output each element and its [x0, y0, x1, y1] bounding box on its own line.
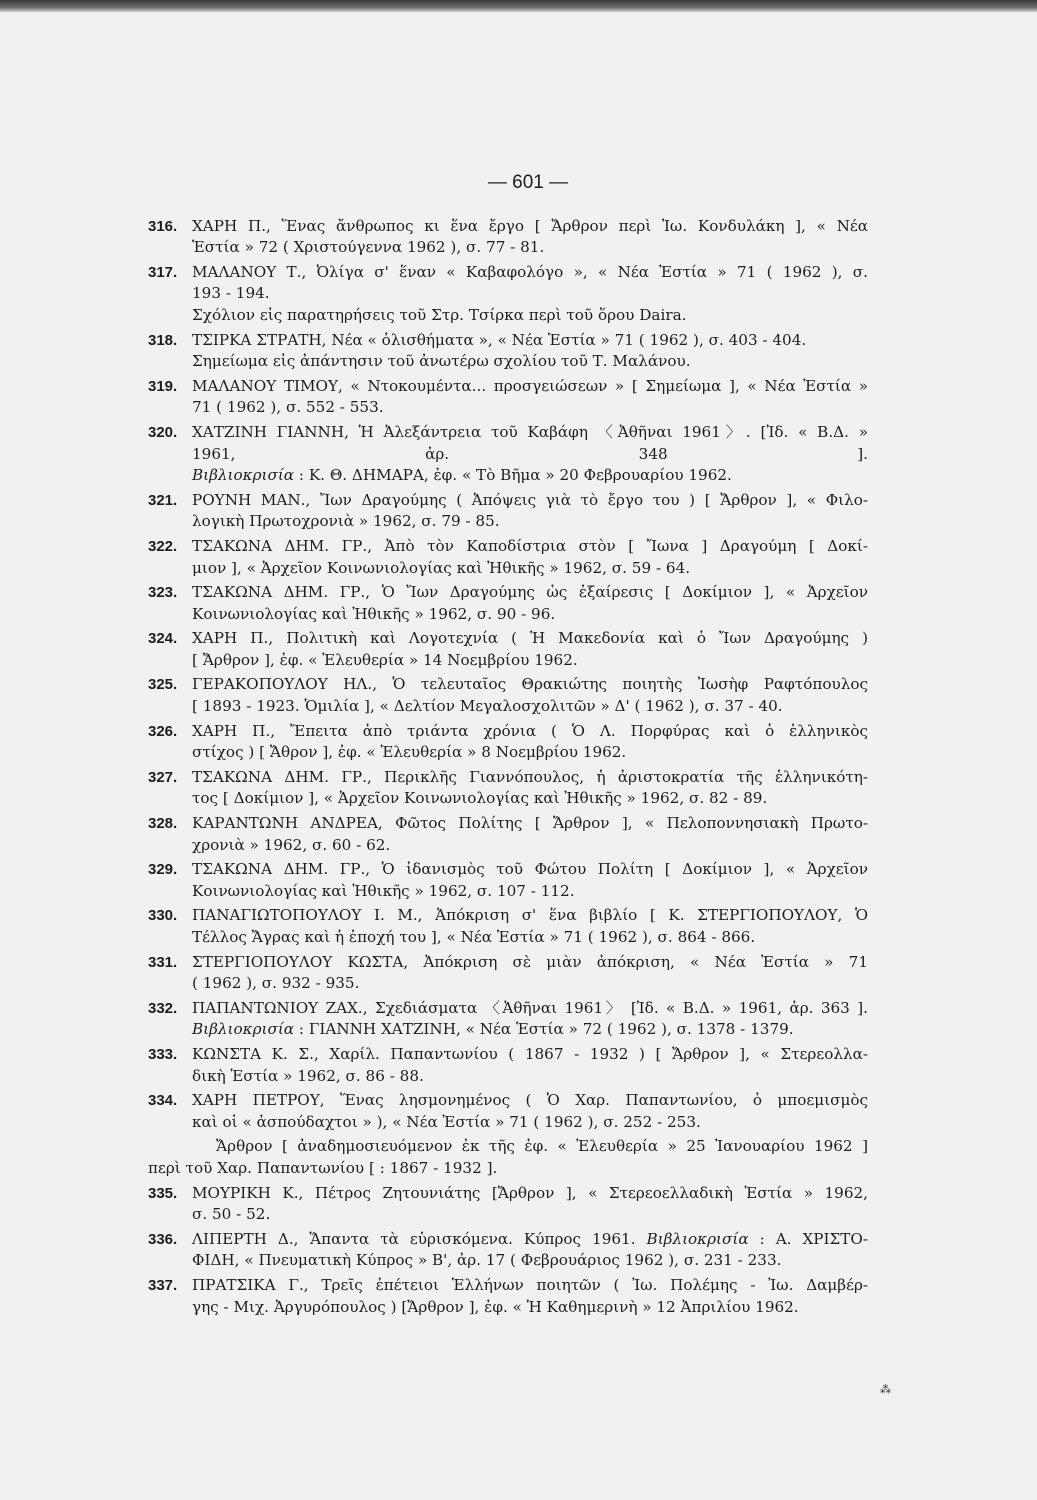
page-number: — 601 —	[487, 172, 569, 193]
entry-line: ΧΑΡΗ ΠΕΤΡΟΥ, Ἕνας λησμονημένος ( Ὁ Χαρ. Παπαντωνίου, ὁ μποεμισμὸς	[192, 1091, 868, 1110]
bibliography-entry	[148, 674, 868, 717]
entry-number: 331.	[148, 953, 178, 971]
entry-number: 323.	[148, 584, 178, 602]
entry-number: 318.	[148, 331, 178, 349]
continuation-line: Ἄρθρον [ ἀναδημοσιευόμενον ἐκ τῆς ἐφ. « Ἐλευθερία » 25 Ἰανουαρίου 1962 ]	[216, 1137, 868, 1156]
entry-number: 324.	[148, 630, 178, 648]
entry-line: ΡΟΥΝΗ ΜΑΝ., Ἴων Δραγούμης ( Ἀπόψεις γιὰ τὸ ἔργο του ) [ Ἄρθρον ], « Φιλο-	[192, 490, 868, 509]
entry-number: 327.	[148, 768, 178, 786]
entry-line: ΠΑΝΑΓΙΩΤΟΠΟΥΛΟΥ Ι. Μ., Ἀπόκριση σ' ἕνα βιβλίο [ Κ. ΣΤΕΡΓΙΟΠΟΥΛΟΥ, Ὁ	[192, 906, 868, 925]
entry-number: 335.	[148, 1184, 178, 1202]
entry-line: μιον ], « Ἀρχεῖον Κοινωνιολογίας καὶ Ἠθικῆς » 1962, σ. 59 - 64.	[192, 558, 691, 577]
entry-line: ΤΣΑΚΩΝΑ ΔΗΜ. ΓΡ., Ὁ ἰδανισμὸς τοῦ Φώτου Πολίτη [ Δοκίμιον ], « Ἀρχεῖον	[192, 860, 868, 879]
entry-number: 334.	[148, 1092, 178, 1110]
entry-line: ΤΣΑΚΩΝΑ ΔΗΜ. ΓΡ., Ἀπὸ τὸν Καποδίστρια στὸν [ Ἴωνα ] Δραγούμη [ Δοκί-	[192, 536, 868, 555]
entry-number: 333.	[148, 1045, 178, 1063]
entry-number: 321.	[148, 491, 178, 509]
entry-note: Σχόλιον εἰς παρατηρήσεις τοῦ Στρ. Τσίρκα περὶ τοῦ ὅρου Daira.	[192, 305, 687, 324]
entry-line: Ἑστία » 72 ( Χριστούγεννα 1962 ), σ. 77 - 81.	[192, 238, 545, 257]
entry-note: Σημείωμα εἰς ἀπάντησιν τοῦ ἀνωτέρω σχολίου τοῦ Τ. Μαλάνου.	[192, 352, 691, 371]
entry-line: Κοινωνιολογίας καὶ Ἠθικῆς » 1962, σ. 107 - 112.	[192, 881, 575, 900]
bibliography-entry	[148, 998, 868, 1041]
entry-line: ΤΣΑΚΩΝΑ ΔΗΜ. ΓΡ., Ὁ Ἴων Δραγούμης ὡς ἐξαίρεσις [ Δοκίμιον ], « Ἀρχεῖον	[192, 583, 868, 602]
entry-line: [ 1893 - 1923. Ὁμιλία ], « Δελτίον Μεγαλοσχολιτῶν » Δ' ( 1962 ), σ. 37 - 40.	[192, 697, 783, 716]
entry-line: γης - Μιχ. Ἀργυρόπουλος ) [Ἄρθρον ], ἐφ. « Ἡ Καθημερινὴ » 12 Ἀπριλίου 1962.	[192, 1297, 799, 1316]
entry-number: 325.	[148, 676, 178, 694]
bibliography-entry	[148, 859, 868, 902]
entry-line: ΤΣΙΡΚΑ ΣΤΡΑΤΗ, Νέα « ὀλισθήματα », « Νέα Ἑστία » 71 ( 1962 ), σ. 403 - 404.	[192, 330, 807, 349]
bibliography-entry	[148, 262, 868, 327]
entry-line: ΧΑΡΗ Π., Ἕνας ἄνθρωπος κι ἕνα ἔργο [ Ἄρθρον περὶ Ἰω. Κονδυλάκη ], « Νέα	[192, 216, 868, 235]
entry-number: 316.	[148, 217, 178, 235]
continuation-line: περὶ τοῦ Χαρ. Παπαντωνίου [ : 1867 - 1932 ].	[148, 1158, 498, 1177]
entry-number: 322.	[148, 537, 178, 555]
entry-line: ΤΣΑΚΩΝΑ ΔΗΜ. ΓΡ., Περικλῆς Γιαννόπουλος, ἡ ἀριστοκρατία τῆς ἑλληνικότη-	[192, 767, 868, 786]
entry-number: 320.	[148, 423, 178, 441]
entry-line: τος [ Δοκίμιον ], « Ἀρχεῖον Κοινωνιολογίας καὶ Ἠθικῆς » 1962, σ. 82 - 89.	[192, 789, 768, 808]
entry-line: καὶ οἱ « ἀσπούδαχτοι » ), « Νέα Ἑστία » 71 ( 1962 ), σ. 252 - 253.	[192, 1112, 701, 1131]
entry-line: χρονιὰ » 1962, σ. 60 - 62.	[192, 835, 391, 854]
entry-number: 337.	[148, 1276, 178, 1294]
bibliography-entry	[148, 952, 868, 995]
entry-line: ΠΑΠΑΝΤΩΝΙΟΥ ΖΑΧ., Σχεδιάσματα 〈Ἀθῆναι 1961〉 [Ἰδ. « Β.Δ. » 1961, ἀρ. 363 ].	[192, 998, 868, 1017]
bibliography-entry	[148, 376, 868, 419]
entry-line: ΓΕΡΑΚΟΠΟΥΛΟΥ ΗΛ., Ὁ τελευταῖος Θρακιώτης ποιητὴς Ἰωσὴφ Ραφτόπουλος	[192, 675, 868, 694]
bibliography-entry	[148, 905, 868, 948]
bibliography-entry	[148, 721, 868, 764]
entry-line: ( 1962 ), σ. 932 - 935.	[192, 974, 360, 993]
entry-line: ΦΙΔΗ, « Πνευματικὴ Κύπρος » Β', ἀρ. 17 ( Φεβρουάριος 1962 ), σ. 231 - 233.	[192, 1251, 782, 1270]
bibliography-entry	[148, 1229, 868, 1272]
bibliography-entry	[148, 216, 868, 259]
entry-list	[148, 216, 868, 1319]
entry-number: 330.	[148, 907, 178, 925]
bibliography-entry	[148, 1183, 868, 1226]
entry-number: 329.	[148, 861, 178, 879]
entry-number: 328.	[148, 815, 178, 833]
entry-line: [ Ἄρθρον ], ἐφ. « Ἐλευθερία » 14 Νοεμβρίου 1962.	[192, 650, 578, 669]
entry-line: ΜΑΛΑΝΟΥ ΤΙΜΟΥ, « Ντοκουμέντα... προσγειώσεων » [ Σημείωμα ], « Νέα Ἑστία »	[192, 376, 868, 395]
entry-line: ΣΤΕΡΓΙΟΠΟΥΛΟΥ ΚΩΣΤΑ, Ἀπόκριση σὲ μιὰν ἀπόκριση, « Νέα Ἑστία » 71	[192, 952, 868, 971]
bibliography-entry	[148, 582, 868, 625]
entry-line: ΧΑΡΗ Π., Πολιτικὴ καὶ Λογοτεχνία ( Ἡ Μακεδονία καὶ ὁ Ἴων Δραγούμης )	[192, 629, 868, 648]
entry-line: στίχος ) [ Ἄθρον ], ἐφ. « Ἐλευθερία » 8 Νοεμβρίου 1962.	[192, 743, 627, 762]
review-line: Βιβλιοκρισία : ΓΙΑΝΝΗ ΧΑΤΖΙΝΗ, « Νέα Ἑστία » 72 ( 1962 ), σ. 1378 - 1379.	[192, 1020, 794, 1039]
ink-mark: ⁂	[880, 1383, 891, 1396]
entry-line: ΜΑΛΑΝΟΥ Τ., Ὀλίγα σ' ἕναν « Καβαφολόγο », « Νέα Ἑστία » 71 ( 1962 ), σ.	[192, 262, 868, 281]
entry-line: 1961, ἀρ. 348 ].	[192, 444, 868, 463]
entry-line: σ. 50 - 52.	[192, 1205, 271, 1224]
bibliography-entry	[148, 1090, 868, 1133]
entry-line: ΠΡΑΤΣΙΚΑ Γ., Τρεῖς ἐπέτειοι Ἑλλήνων ποιητῶν ( Ἰω. Πολέμης - Ἰω. Δαμβέρ-	[192, 1275, 868, 1294]
review-line: Βιβλιοκρισία : Κ. Θ. ΔΗΜΑΡΑ, ἐφ. « Τὸ Βῆμα » 20 Φεβρουαρίου 1962.	[192, 466, 732, 485]
bibliography-entry	[148, 628, 868, 671]
entry-line: Τέλλος Ἄγρας καὶ ἡ ἐποχή του ], « Νέα Ἑστία » 71 ( 1962 ), σ. 864 - 866.	[192, 928, 756, 946]
scan-top-edge	[0, 0, 1037, 12]
entry-number: 336.	[148, 1230, 178, 1248]
entry-line: ΚΑΡΑΝΤΩΝΗ ΑΝΔΡΕΑ, Φῶτος Πολίτης [ Ἄρθρον ], « Πελοποννησιακὴ Πρωτο-	[192, 814, 868, 833]
bibliography-page	[148, 172, 868, 1321]
bibliography-entry	[148, 330, 868, 373]
entry-number: 317.	[148, 263, 178, 281]
entry-line: ΜΟΥΡΙΚΗ Κ., Πέτρος Ζητουνιάτης [Ἄρθρον ], « Στερεοελλαδικὴ Ἑστία » 1962,	[192, 1183, 868, 1202]
entry-line: Κοινωνιολογίας καὶ Ἠθικῆς » 1962, σ. 90 - 96.	[192, 604, 556, 623]
entry-line: ΛΙΠΕΡΤΗ Δ., Ἅπαντα τὰ εὑρισκόμενα. Κύπρος 1961. Βιβλιοκρισία : Α. ΧΡΙΣΤΟ-	[192, 1229, 868, 1248]
bibliography-entry	[148, 422, 868, 487]
bibliography-entry	[148, 1275, 868, 1318]
entry-number: 332.	[148, 999, 178, 1017]
entry-line: ΚΩΝΣΤΑ Κ. Σ., Χαρίλ. Παπαντωνίου ( 1867 - 1932 ) [ Ἄρθρον ], « Στερεολλα-	[192, 1044, 868, 1063]
bibliography-entry	[148, 536, 868, 579]
bibliography-entry	[148, 1044, 868, 1087]
entry-line: ΧΑΡΗ Π., Ἔπειτα ἀπὸ τριάντα χρόνια ( Ὁ Λ. Πορφύρας καὶ ὁ ἑλληνικὸς	[192, 721, 868, 740]
bibliography-entry	[148, 767, 868, 810]
bibliography-entry	[148, 490, 868, 533]
entry-number: 319.	[148, 377, 178, 395]
entry-number: 326.	[148, 722, 178, 740]
entry-line: δικὴ Ἑστία » 1962, σ. 86 - 88.	[192, 1066, 424, 1085]
bibliography-entry	[148, 813, 868, 856]
entry-line: λογικὴ Πρωτοχρονιὰ » 1962, σ. 79 - 85.	[192, 512, 500, 531]
entry-line: 193 - 194.	[192, 284, 270, 303]
entry-line: 71 ( 1962 ), σ. 552 - 553.	[192, 398, 384, 417]
entry-line: ΧΑΤΖΙΝΗ ΓΙΑΝΝΗ, Ἡ Ἀλεξάντρεια τοῦ Καβάφη 〈Ἀθῆναι 1961〉. [Ἰδ. « Β.Δ. »	[192, 422, 868, 441]
